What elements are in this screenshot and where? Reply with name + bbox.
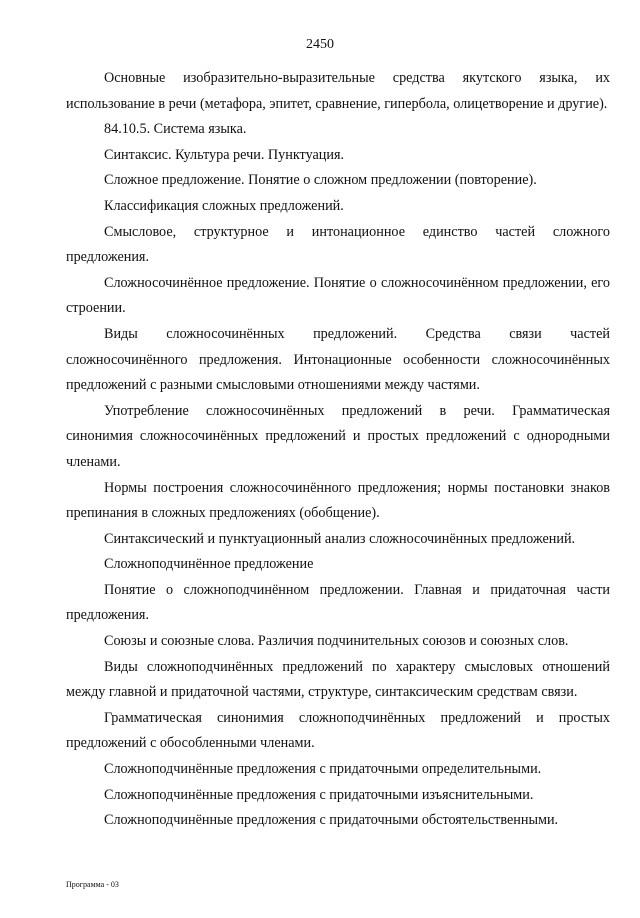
footer-label: Программа - 03 xyxy=(66,880,119,889)
paragraph: Классификация сложных предложений. xyxy=(104,197,344,214)
paragraph: Смысловое, структурное и интонационное единство частей сложного предложения. xyxy=(66,223,610,266)
paragraph: Сложноподчинённые предложения с придаточными определительными. xyxy=(104,761,542,778)
paragraph: 84.10.5. Система языка. xyxy=(104,121,247,138)
paragraph: Виды сложносочинённых предложений. Средства связи частей сложносочинённого предложения. Интонационные особенности сложносочинённых предложений с разными смысловыми отношениями между частями. xyxy=(66,325,610,394)
paragraph: Сложносочинённое предложение. Понятие о сложносочинённом предложении, его строении. xyxy=(66,274,610,317)
paragraph: Синтаксический и пунктуационный анализ сложносочинённых предложений. xyxy=(104,530,576,547)
paragraph: Употребление сложносочинённых предложений в речи. Грамматическая синонимия сложносочинённых предложений и простых предложений с однородными членами. xyxy=(66,402,610,470)
paragraph: Нормы построения сложносочинённого предложения; нормы постановки знаков препинания в сложных предложениях (обобщение). xyxy=(66,479,610,522)
section-heading: Сложноподчинённое предложение xyxy=(104,556,314,573)
paragraph: Понятие о сложноподчинённом предложении. Главная и придаточная части предложения. xyxy=(66,581,610,624)
paragraph: Виды сложноподчинённых предложений по характеру смысловых отношений между главной и придаточной частями, структуре, синтаксическим средствам связи. xyxy=(66,658,610,701)
document-body xyxy=(66,66,610,834)
paragraph: Сложное предложение. Понятие о сложном предложении (повторение). xyxy=(104,172,537,189)
paragraph: Союзы и союзные слова. Различия подчинительных союзов и союзных слов. xyxy=(104,633,569,650)
page-number: 2450 xyxy=(306,37,334,52)
paragraph: Основные изобразительно-выразительные средства якутского языка, их использование в речи (метафора, эпитет, сравнение, гипербола, олицетворение и другие). xyxy=(66,70,610,112)
paragraph: Сложноподчинённые предложения с придаточными обстоятельственными. xyxy=(104,812,559,829)
paragraph: Синтаксис. Культура речи. Пунктуация. xyxy=(104,146,345,163)
paragraph: Сложноподчинённые предложения с придаточными изъяснительными. xyxy=(104,786,534,803)
paragraph: Грамматическая синонимия сложноподчинённых предложений и простых предложений с обособленными членами. xyxy=(66,709,610,752)
